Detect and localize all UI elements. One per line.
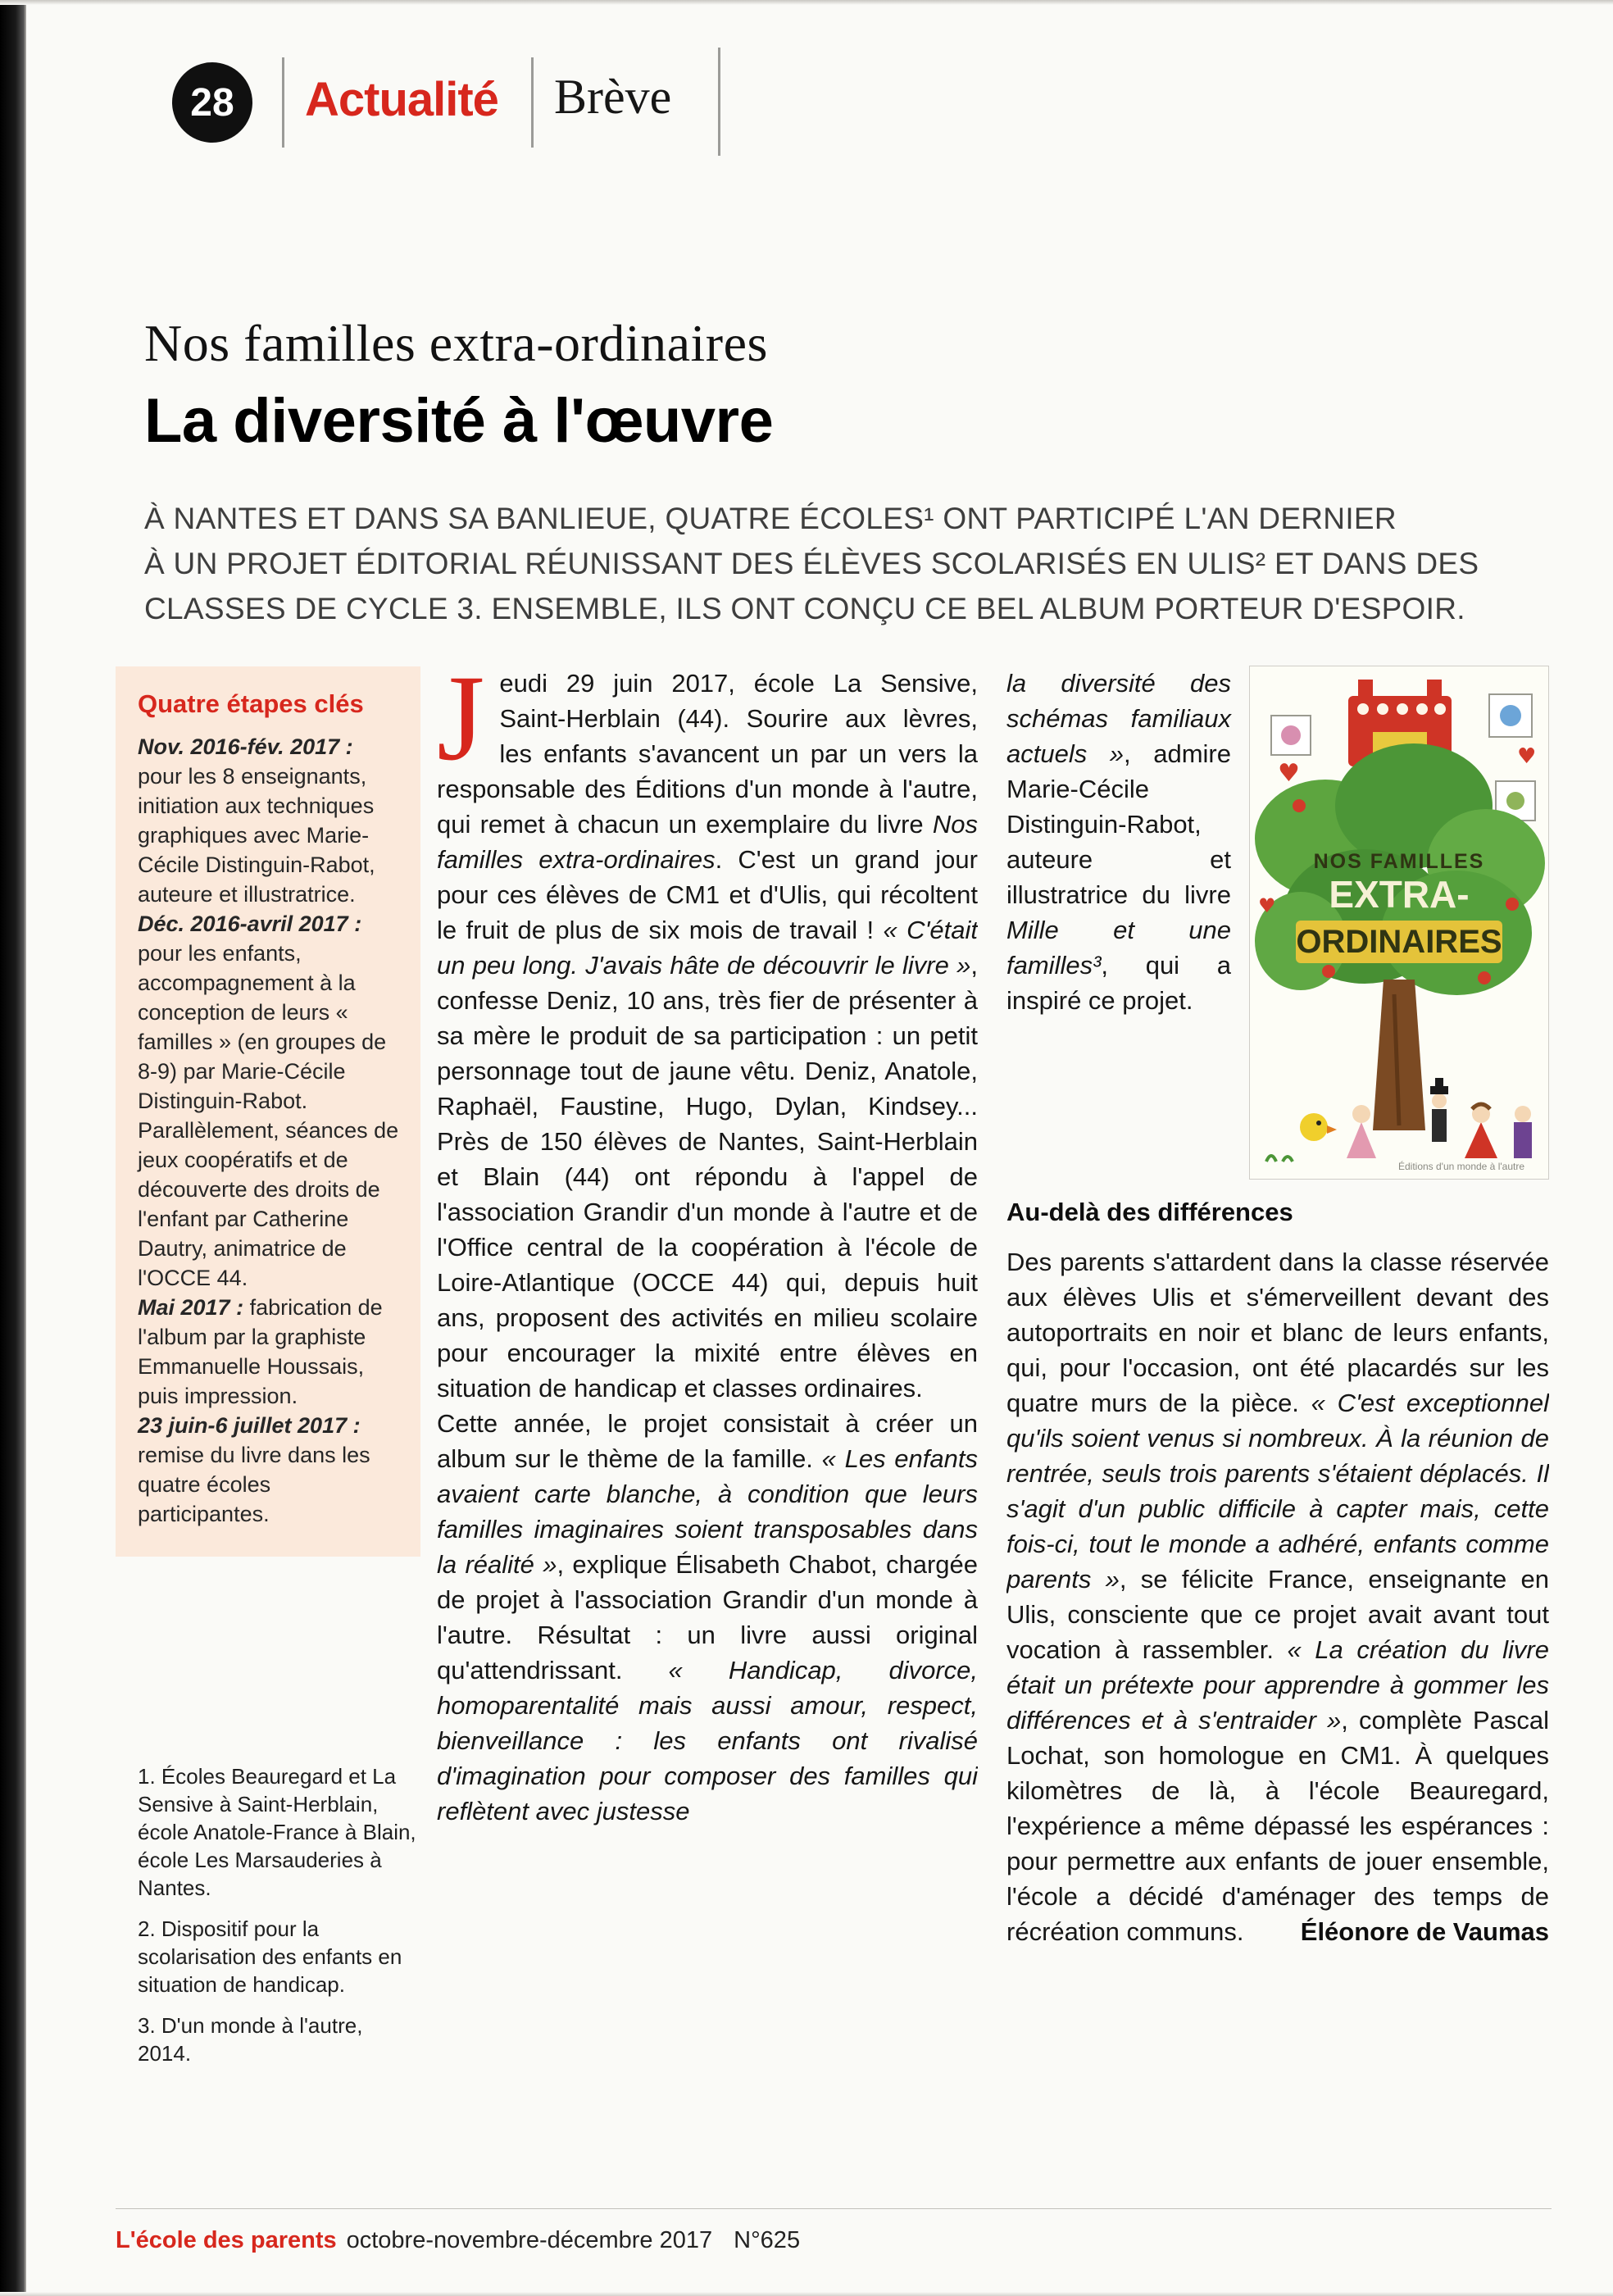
footnotes	[138, 1762, 420, 2080]
sidebar-key-steps	[116, 666, 420, 1557]
headline-block	[144, 313, 1595, 631]
drop-cap: J	[437, 666, 485, 786]
byline: Éléonore de Vaumas	[1300, 1917, 1549, 1946]
sidebar-entry: Nov. 2016-fév. 2017 : pour les 8 enseignants, initiation aux techniques graphiques avec Marie-Cécile Distinguin-Rabot, auteure et illustratrice.	[138, 734, 375, 907]
header-divider	[531, 57, 534, 148]
article-kicker: Nos familles extra-ordinaires	[144, 314, 768, 372]
standfirst	[144, 496, 1595, 631]
svg-text:♥: ♥	[1517, 744, 1537, 769]
standfirst-line: À UN PROJET ÉDITORIAL RÉUNISSANT DES ÉLÈVES SCOLARISÉS EN ULIS² ET DANS DES	[144, 547, 1479, 580]
svg-text:Éditions d'un monde à l'autre: Éditions d'un monde à l'autre	[1397, 1161, 1525, 1172]
article-title: La diversité à l'œuvre	[144, 386, 774, 456]
article-paragraph: la diversité des schémas familiaux actuels », admire Marie-Cécile Distinguin-Rabot, auteure et illustratrice du livre Mille et une familles³, qui a inspiré ce projet.	[1006, 669, 1231, 1015]
scan-edge-bottom	[0, 2292, 1613, 2296]
article-paragraph: Des parents s'attardent dans la classe réservée aux élèves Ulis et s'émerveillent devant des autoportraits en noir et blanc de leurs enfants, qui, pour l'occasion, ont été placardés sur les quatre murs de la pièce. « C'est exceptionnel qu'ils soient venus si nombreux. À la réunion de rentrée, seuls trois parents s'étaient déplacés. Il s'agit d'un public difficile à capter mais, cette fois-ci, tout le monde a adhéré, enfants comme parents », se félicite France, enseignante en Ulis, consciente que ce projet avait avant tout vocation à rassembler. « La création du livre était un prétexte pour apprendre à gommer les différences et à s'entraider », complète Pascal Lochat, son homologue en CM1. À quelques kilomètres de là, à l'école Beauregard, l'expérience a même dépassé les espérances : pour permettre aux enfants de jouer ensemble, l'école a décidé d'aménager des temps de récréation communs. Éléonore de Vaumas	[1006, 1244, 1549, 1949]
svg-text:NOS FAMILLES: NOS FAMILLES	[1313, 850, 1485, 873]
footnote: 1. Écoles Beauregard et La Sensive à Saint-Herblain, école Anatole-France à Blain, école Les Marsauderies à Nantes.	[138, 1764, 416, 1900]
page-number-badge	[172, 62, 252, 143]
svg-text:♥: ♥	[1278, 759, 1300, 788]
sidebar-entry: Mai 2017 : fabrication de l'album par la graphiste Emmanuelle Houssais, puis impression.	[138, 1295, 383, 1408]
svg-text:EXTRA-: EXTRA-	[1329, 873, 1470, 916]
sidebar-entry: Déc. 2016-avril 2017 : pour les enfants, accompagnement à la conception de leurs « familles » (en groupes de 8-9) par Marie-Cécile Distinguin-Rabot. Parallèlement, séances de jeux coopératifs et de découverte des droits de l'enfant par Catherine Dautry, animatrice de l'OCCE 44.	[138, 912, 399, 1290]
page-footer	[116, 2208, 1552, 2254]
header-divider	[718, 48, 720, 156]
rubric-label: Brève	[554, 70, 672, 124]
footer-edition: octobre-novembre-décembre 2017	[346, 2227, 713, 2253]
sidebar-entry: 23 juin-6 juillet 2017 : remise du livre dans les quatre écoles participantes.	[138, 1413, 370, 1526]
standfirst-line: CLASSES DE CYCLE 3. ENSEMBLE, ILS ONT CONÇU CE BEL ALBUM PORTEUR D'ESPOIR.	[144, 592, 1465, 625]
section-label: Actualité	[305, 73, 498, 126]
page-number: 28	[190, 80, 234, 125]
article-column-right	[1006, 666, 1549, 2200]
footnote: 3. D'un monde à l'autre, 2014.	[138, 2013, 363, 2066]
footer-issue-number: N°625	[734, 2227, 801, 2253]
scan-edge-left	[0, 0, 26, 2296]
standfirst-line: À NANTES ET DANS SA BANLIEUE, QUATRE ÉCOLES¹ ONT PARTICIPÉ L'AN DERNIER	[144, 502, 1397, 535]
article-subhead: Au-delà des différences	[1006, 1198, 1293, 1226]
footnote: 2. Dispositif pour la scolarisation des enfants en situation de handicap.	[138, 1916, 402, 1997]
sidebar-title: Quatre étapes clés	[138, 689, 364, 718]
book-cover-illustration	[1250, 666, 1548, 1179]
svg-text:♥: ♥	[1258, 894, 1276, 917]
article-paragraph: Jeudi 29 juin 2017, école La Sensive, Saint-Herblain (44). Sourire aux lèvres, les enfants s'avancent un par un vers la responsable des Éditions d'un monde à l'autre, qui remet à chacun un exemplaire du livre Nos familles extra-ordinaires. C'est un grand jour pour ces élèves de CM1 et d'Ulis, qui récoltent le fruit de plus de six mois de travail ! « C'était un peu long. J'avais hâte de découvrir le livre », confesse Deniz, 10 ans, très fier de présenter à sa mère le produit de sa participation : un petit personnage tout de jaune vêtu. Deniz, Anatole, Raphaël, Faustine, Hugo, Dylan, Kindsey... Près de 150 élèves de Nantes, Saint-Herblain et Blain (44) ont répondu à l'appel de l'association Grandir d'un monde à l'autre et de l'Office central de la coopération à l'école de Loire-Atlantique (OCCE 44) qui, depuis huit ans, proposent des activités en milieu scolaire pour encourager la mixité entre élèves en situation de handicap et classes ordinaires.	[437, 666, 978, 1403]
header-divider	[282, 57, 284, 148]
scan-edge-top	[0, 0, 1613, 5]
article-column-middle	[437, 666, 978, 2197]
book-cover	[1249, 666, 1549, 1180]
svg-text:ORDINAIRES: ORDINAIRES	[1296, 924, 1502, 960]
article-paragraph: Cette année, le projet consistait à créer un album sur le thème de la famille. « Les enfants avaient carte blanche, à condition que leurs familles imaginaires soient transposables dans la réalité », explique Élisabeth Chabot, chargée de projet à l'association Grandir d'un monde à l'autre. Résultat : un livre aussi original qu'attendrissant. « Handicap, divorce, homoparentalité mais aussi amour, respect, bienveillance : les enfants ont rivalisé d'imagination pour composer des familles qui reflètent avec justesse	[437, 1409, 978, 1825]
magazine-name: L'école des parents	[116, 2227, 337, 2253]
